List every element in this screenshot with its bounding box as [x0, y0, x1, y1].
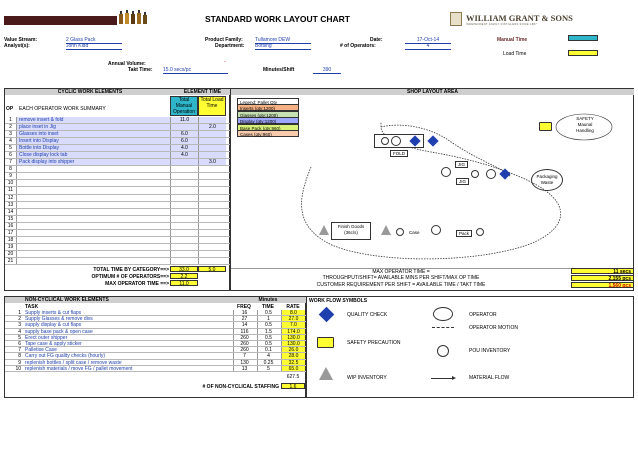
cyclic-title: CYCLIC WORK ELEMENTS — [5, 89, 175, 95]
bottles-image — [118, 10, 148, 24]
cyclic-table — [4, 88, 230, 291]
table-row — [5, 187, 230, 194]
optimum-value: 2.2 — [170, 273, 198, 279]
row-task: Supply Glasses & remove divs — [25, 316, 93, 322]
pou-inventory-icon-4 — [476, 228, 484, 236]
row-rate: 8.0 — [281, 310, 305, 315]
row-task — [17, 187, 170, 193]
row-task: supply display & cut flaps — [25, 322, 82, 328]
table-row — [5, 138, 230, 145]
row-number: 19 — [5, 244, 17, 250]
finish-goods-label: Finish Goods (36c/s) — [337, 224, 365, 235]
row-manual — [170, 124, 198, 130]
row-time: 0.1 — [257, 347, 279, 352]
total-load-value: 5.0 — [198, 266, 226, 272]
row-task — [17, 209, 170, 215]
legend-item: Legend: Pallet Qty — [237, 98, 299, 105]
safety-precaution-symbol-icon — [317, 337, 334, 348]
row-rate: 130.0 — [281, 341, 305, 346]
row-number: 17 — [5, 230, 17, 236]
row-load — [198, 216, 226, 222]
row-task: replenish bottles / split case / remove waste — [25, 359, 122, 365]
row-load — [198, 145, 226, 151]
total-manual-value: 33.0 — [170, 266, 198, 272]
row-rate: 28.0 — [281, 353, 305, 358]
row-freq: 7 — [233, 353, 255, 358]
row-load — [198, 117, 226, 123]
pou-inventory-symbol-icon — [437, 345, 449, 357]
row-task — [17, 195, 170, 201]
date-label: Date: — [370, 37, 383, 43]
pou-inventory-icon — [381, 137, 389, 145]
row-load: 2.0 — [198, 124, 226, 130]
pou-inventory-label: POU INVENTORY — [469, 348, 511, 354]
operator-icon — [391, 136, 401, 146]
element-time-header: ELEMENT TIME — [175, 89, 230, 95]
row-manual: 11.0 — [170, 117, 198, 123]
total-by-category-label: TOTAL TIME BY CATEGORY==> — [93, 267, 169, 273]
row-manual — [170, 216, 198, 222]
row-rate: 7.0 — [281, 322, 305, 327]
row-manual — [170, 173, 198, 179]
table-row — [5, 237, 230, 244]
row-manual — [170, 202, 198, 208]
table-row — [5, 209, 230, 216]
row-manual — [170, 166, 198, 172]
rate-header: RATE — [286, 304, 300, 310]
row-load — [198, 166, 226, 172]
row-number: 8 — [5, 166, 17, 172]
throughput-label: THROUGHPUT/SHIFT= AVAILABLE MINS PER SHIFT/MAX OP TIME — [322, 275, 480, 281]
row-number: 2 — [18, 316, 21, 322]
table-row — [5, 131, 230, 138]
row-freq: 16 — [233, 310, 255, 315]
manual-time-swatch — [568, 35, 598, 41]
row-time: 4 — [257, 353, 279, 358]
total-rate-value: 627.5 — [286, 374, 300, 380]
row-freq: 130 — [233, 360, 255, 365]
product-family-value: Tullamore DEW — [255, 37, 311, 44]
safety-precaution-icon — [539, 122, 552, 131]
legend-item: Base Pack (qty:960) — [237, 124, 299, 131]
pou-inventory-icon-3 — [396, 228, 404, 236]
pack-label: Pack — [456, 230, 472, 237]
table-row — [5, 117, 230, 124]
analysts-value: John Kidd — [66, 43, 122, 50]
row-number: 16 — [5, 223, 17, 229]
row-number: 12 — [5, 195, 17, 201]
row-number: 5 — [18, 334, 21, 340]
row-rate: 32.5 — [281, 360, 305, 365]
max-op-value: 11.0 — [170, 280, 198, 286]
row-number: 5 — [5, 145, 17, 151]
total-manual-header: Total Manual Operation — [170, 96, 198, 116]
row-load — [198, 237, 226, 243]
operator-symbol-icon — [433, 307, 453, 321]
row-task — [17, 230, 170, 236]
department-value: Bottling — [255, 43, 311, 50]
bottles-icon — [118, 10, 148, 24]
operator-motion-label: OPERATOR MOTION — [469, 325, 518, 331]
row-task: remove insert & fold — [17, 117, 170, 123]
row-task: Close display lock tab — [17, 152, 170, 158]
table-row — [5, 145, 230, 152]
row-manual — [170, 258, 198, 264]
shop-layout — [230, 88, 634, 291]
operator-icon-2 — [441, 167, 451, 177]
company-tagline: INDEPENDENT FAMILY DISTILLERS SINCE 1887 — [466, 23, 537, 26]
row-number: 9 — [5, 173, 17, 179]
row-number: 18 — [5, 237, 17, 243]
table-row — [5, 223, 230, 230]
operator-icon-3 — [486, 169, 496, 179]
row-number: 10 — [15, 365, 21, 371]
row-task — [17, 251, 170, 257]
takt-time-label: Takt Time: — [128, 67, 153, 73]
row-load: 3.0 — [198, 159, 226, 165]
table-row — [5, 159, 230, 166]
row-task — [17, 202, 170, 208]
table-row — [5, 180, 230, 187]
header-logo-bar — [4, 16, 117, 25]
jig-label: JIG — [455, 161, 468, 168]
row-task — [17, 244, 170, 250]
row-load — [198, 173, 226, 179]
shop-layout-title: SHOP LAYOUT AREA — [231, 89, 634, 95]
row-task — [17, 216, 170, 222]
row-load — [198, 138, 226, 144]
row-number: 4 — [18, 328, 21, 334]
row-number: 3 — [5, 131, 17, 137]
legend-item: Glasses (qty:1200) — [237, 111, 299, 118]
table-row — [5, 366, 306, 372]
row-manual — [170, 159, 198, 165]
wip-inventory-symbol-icon — [319, 367, 333, 380]
summary-header: EACH OPERATOR WORK SUMMARY — [19, 106, 106, 112]
row-time: 0.5 — [257, 335, 279, 340]
value-stream-label: Value Stream: — [4, 37, 38, 43]
row-load — [198, 180, 226, 186]
product-family-label: Product Family: — [205, 37, 243, 43]
symbols-panel — [306, 296, 634, 398]
task-header: TASK — [25, 304, 39, 310]
department-label: Department: — [215, 43, 245, 49]
row-task: Erect outer shipper — [25, 334, 68, 340]
row-freq: 14 — [233, 322, 255, 327]
company-logo-text: WILLIAM GRANT & SONS — [466, 13, 573, 23]
row-task: Bottle into Display — [17, 145, 170, 151]
table-row — [5, 166, 230, 173]
row-number: 2 — [5, 124, 17, 130]
table-row — [5, 202, 230, 209]
legend-item: Display (qty:1200) — [237, 117, 299, 124]
row-load — [198, 202, 226, 208]
freq-header: FREQ — [237, 304, 251, 310]
row-freq: 260 — [233, 347, 255, 352]
layout-drawing — [231, 97, 634, 267]
row-freq: 13 — [233, 366, 255, 371]
row-rate: 130.0 — [281, 335, 305, 340]
row-task: Supply inserts & cut flaps — [25, 310, 82, 316]
case-label: Case — [409, 230, 420, 235]
row-number: 4 — [5, 138, 17, 144]
table-row — [5, 244, 230, 251]
total-load-header: Total Load Time — [198, 96, 226, 116]
max-op-time-label: MAX OPERATOR TIME = — [231, 268, 571, 274]
annual-volume-value: - — [224, 59, 226, 65]
row-rate: 26.0 — [281, 347, 305, 352]
operators-label: # of Operators: — [340, 43, 376, 49]
op-header: OP — [6, 106, 14, 112]
material-flow-icon — [431, 378, 453, 379]
row-task: Tape case & apply sticker — [25, 341, 82, 347]
value-stream-value: 2 Glass Pack — [66, 37, 122, 44]
row-task — [17, 237, 170, 243]
wip-inventory-icon — [319, 225, 329, 235]
table-row — [5, 152, 230, 159]
noncyclic-rows — [5, 310, 306, 372]
table-row — [5, 216, 230, 223]
row-time: 0.5 — [257, 310, 279, 315]
row-number: 13 — [5, 202, 17, 208]
row-time: 1.5 — [257, 329, 279, 334]
row-number: 1 — [5, 117, 17, 123]
row-manual — [170, 187, 198, 193]
row-number: 14 — [5, 209, 17, 215]
row-freq: 260 — [233, 335, 255, 340]
row-load — [198, 187, 226, 193]
row-manual: 4.0 — [170, 145, 198, 151]
row-task: replenish materials / move FG / pallet movement — [25, 365, 133, 371]
row-manual — [170, 251, 198, 257]
row-freq: 27 — [233, 316, 255, 321]
load-time-swatch — [568, 50, 598, 56]
row-manual: 6.0 — [170, 131, 198, 137]
row-number: 11 — [5, 187, 17, 193]
customer-req-value: 1,560 pcs — [571, 282, 634, 288]
row-time: 0.25 — [257, 360, 279, 365]
minutes-shift-label: Minutes/Shift — [263, 67, 295, 73]
noncyclic-table — [4, 296, 306, 398]
row-manual: 4.0 — [170, 152, 198, 158]
legend-item: Cases (qty:960) — [237, 130, 299, 137]
jig-label-2: JIG — [456, 178, 469, 185]
page-title: STANDARD WORK LAYOUT CHART — [205, 14, 350, 24]
row-number: 9 — [18, 359, 21, 365]
row-load — [198, 258, 226, 264]
row-number: 6 — [18, 341, 21, 347]
analysts-label: Analyst(s): — [4, 43, 30, 49]
row-number: 1 — [18, 310, 21, 316]
safety-precaution-label: SAFETY PRECAUTION — [347, 340, 401, 346]
row-task — [17, 173, 170, 179]
row-task: Palletise Case — [25, 347, 57, 353]
row-time: 5 — [257, 366, 279, 371]
row-number: 6 — [5, 152, 17, 158]
row-number: 7 — [18, 347, 21, 353]
takt-time-value: 15.0 secs/pc — [163, 67, 228, 74]
row-time: 0.5 — [257, 341, 279, 346]
manual-time-label: Manual Time — [497, 37, 528, 43]
row-task: supply base pack & open case — [25, 328, 93, 334]
staffing-value: 1.6 — [281, 383, 305, 389]
wip-inventory-label: WIP INVENTORY — [347, 375, 387, 381]
quality-check-label: QUALITY CHECK — [347, 312, 388, 318]
operators-value: 4 — [405, 43, 451, 50]
load-time-label: Load Time — [503, 51, 527, 57]
pou-inventory-icon-2 — [471, 170, 479, 178]
wip-inventory-icon-2 — [381, 225, 391, 235]
table-row — [5, 251, 230, 258]
row-manual — [170, 237, 198, 243]
noncyclic-title: NON-CYCLICAL WORK ELEMENTS — [5, 297, 230, 303]
row-task — [17, 223, 170, 229]
row-manual — [170, 195, 198, 201]
row-load — [198, 195, 226, 201]
row-manual — [170, 244, 198, 250]
row-time: 1 — [257, 316, 279, 321]
company-logo-icon — [450, 12, 462, 26]
symbols-title: WORK FLOW SYMBOLS — [309, 298, 368, 304]
quality-check-symbol-icon — [319, 307, 335, 323]
table-row — [5, 195, 230, 202]
row-load — [198, 223, 226, 229]
material-flow-arrowhead-icon — [452, 376, 456, 380]
optimum-label: OPTIMUM # OF OPERATORS==> — [91, 274, 169, 280]
row-manual — [170, 230, 198, 236]
row-task: Pack display into shipper — [17, 159, 170, 165]
row-task: Carry out FG quality checks (hourly) — [25, 353, 106, 359]
minutes-shift-value: 390 — [313, 67, 341, 74]
row-task: place inset in Jig — [17, 124, 170, 130]
row-rate: 65.0 — [281, 366, 305, 371]
row-number: 21 — [5, 258, 17, 264]
row-load — [198, 209, 226, 215]
operator-label: OPERATOR — [469, 312, 497, 318]
row-rate: 174.0 — [281, 329, 305, 334]
safety-label: SAFETY Maunal Handling — [576, 116, 594, 133]
annual-volume-label: Annual Volume: — [108, 61, 146, 67]
row-time: 0.5 — [257, 322, 279, 327]
row-load — [198, 244, 226, 250]
max-op-time-value: 11 secs — [571, 268, 634, 274]
table-row — [5, 173, 230, 180]
row-load — [198, 152, 226, 158]
fold-label: FOLD — [390, 150, 408, 157]
minutes-header: Minutes — [230, 297, 306, 303]
operator-icon-4 — [431, 225, 441, 235]
row-task — [17, 258, 170, 264]
row-number: 15 — [5, 216, 17, 222]
row-task — [17, 180, 170, 186]
row-task — [17, 166, 170, 172]
row-load — [198, 131, 226, 137]
row-manual — [170, 223, 198, 229]
customer-req-label: CUSTOMER REQUIREMENT PER SHIFT = AVAILABLE TIME / TAKT TIME — [316, 282, 486, 288]
row-task: Insert into Display — [17, 138, 170, 144]
legend-item: Inserts (qty:1200) — [237, 104, 299, 111]
time-header: TIME — [262, 304, 274, 310]
row-freq: 116 — [233, 329, 255, 334]
date-value: 17-Oct-14 — [405, 37, 451, 44]
row-rate: 27.0 — [281, 316, 305, 321]
max-op-label: MAX OPERATOR TIME ==> — [105, 281, 169, 287]
row-number: 7 — [5, 159, 17, 165]
row-number: 3 — [18, 322, 21, 328]
row-freq: 260 — [233, 341, 255, 346]
row-load — [198, 251, 226, 257]
packaging-waste-label: Packaging Waste — [536, 174, 558, 185]
row-load — [198, 230, 226, 236]
staffing-label: # OF NON-CYCLICAL STAFFING — [202, 384, 279, 390]
operator-motion-icon — [432, 327, 454, 328]
row-manual — [170, 180, 198, 186]
cyclic-rows — [5, 117, 230, 265]
table-row — [5, 124, 230, 131]
row-number: 8 — [18, 353, 21, 359]
table-row — [5, 230, 230, 237]
row-manual — [170, 209, 198, 215]
row-manual: 6.0 — [170, 138, 198, 144]
throughput-value: 2,155 pcs — [571, 275, 634, 281]
row-task: Glasses into inset — [17, 131, 170, 137]
material-flow-label: MATERIAL FLOW — [469, 375, 510, 381]
row-number: 20 — [5, 251, 17, 257]
row-number: 10 — [5, 180, 17, 186]
table-row — [5, 258, 230, 265]
